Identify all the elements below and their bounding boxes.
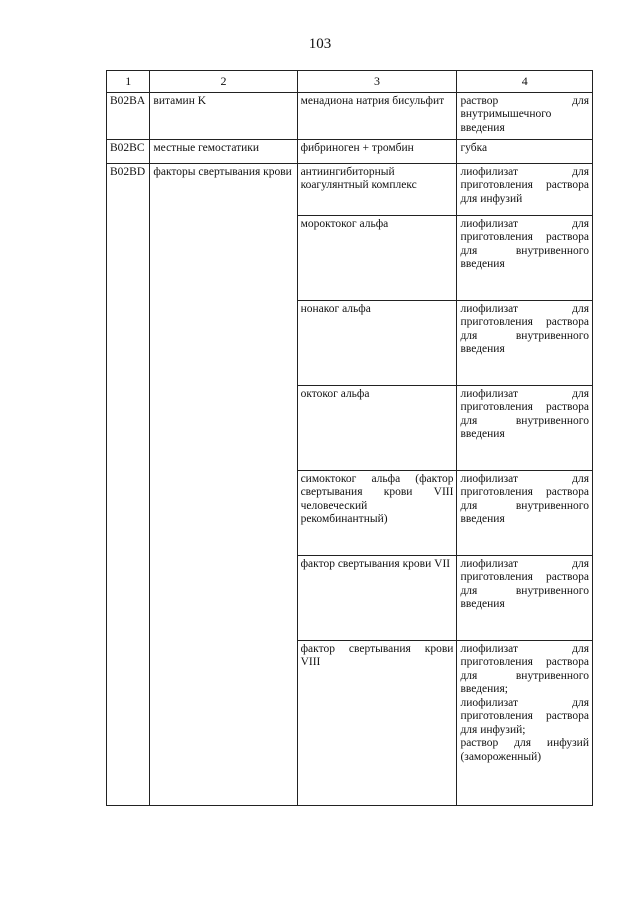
- substance-name: антиингибиторный коагулянтный комплекс: [297, 163, 457, 215]
- dosage-form: лиофилизат для приготовления раствора для внутривенного введения: [457, 385, 593, 470]
- drug-table: [106, 70, 593, 806]
- dosage-form: лиофилизат для приготовления раствора для внутривенного введения;: [460, 642, 589, 695]
- group-name: факторы свертывания крови: [150, 163, 297, 805]
- dosage-form: лиофилизат для приготовления раствора для внутривенного введения: [457, 555, 593, 640]
- table-row: [107, 139, 593, 163]
- column-header: 4: [457, 71, 593, 93]
- substance-name: фактор свертывания крови VII: [297, 555, 457, 640]
- column-header: 1: [107, 71, 150, 93]
- substance-name: менадиона натрия бисульфит: [297, 92, 457, 139]
- dosage-form: лиофилизат для приготовления раствора для инфузий: [457, 163, 593, 215]
- page-number: 103: [308, 36, 332, 52]
- table-row: [107, 163, 593, 215]
- dosage-form: лиофилизат для приготовления раствора для внутривенного введения: [457, 215, 593, 300]
- substance-name: мороктоког альфа: [297, 215, 457, 300]
- column-header: 3: [297, 71, 457, 93]
- substance-name: симоктоког альфа (фактор свертывания крови VIII человеческий рекомбинантный): [297, 470, 457, 555]
- substance-name: октоког альфа: [297, 385, 457, 470]
- substance-name: фактор свертывания крови VIII: [297, 640, 457, 805]
- table-header-row: [107, 71, 593, 93]
- atc-code: B02BD: [107, 163, 150, 805]
- atc-code: B02BA: [107, 92, 150, 139]
- dosage-form-list: [457, 640, 593, 805]
- dosage-form: губка: [457, 139, 593, 163]
- column-header: 2: [150, 71, 297, 93]
- atc-code: B02BC: [107, 139, 150, 163]
- substance-name: нонаког альфа: [297, 300, 457, 385]
- table-row: [107, 92, 593, 139]
- dosage-form: раствор для внутримышечного введения: [457, 92, 593, 139]
- dosage-form: лиофилизат для приготовления раствора для внутривенного введения: [457, 300, 593, 385]
- dosage-form: лиофилизат для приготовления раствора для внутривенного введения: [457, 470, 593, 555]
- group-name: местные гемостатики: [150, 139, 297, 163]
- dosage-form: раствор для инфузий (замороженный): [460, 737, 589, 763]
- group-name: витамин K: [150, 92, 297, 139]
- dosage-form: лиофилизат для приготовления раствора для инфузий;: [460, 696, 589, 736]
- substance-name: фибриноген + тромбин: [297, 139, 457, 163]
